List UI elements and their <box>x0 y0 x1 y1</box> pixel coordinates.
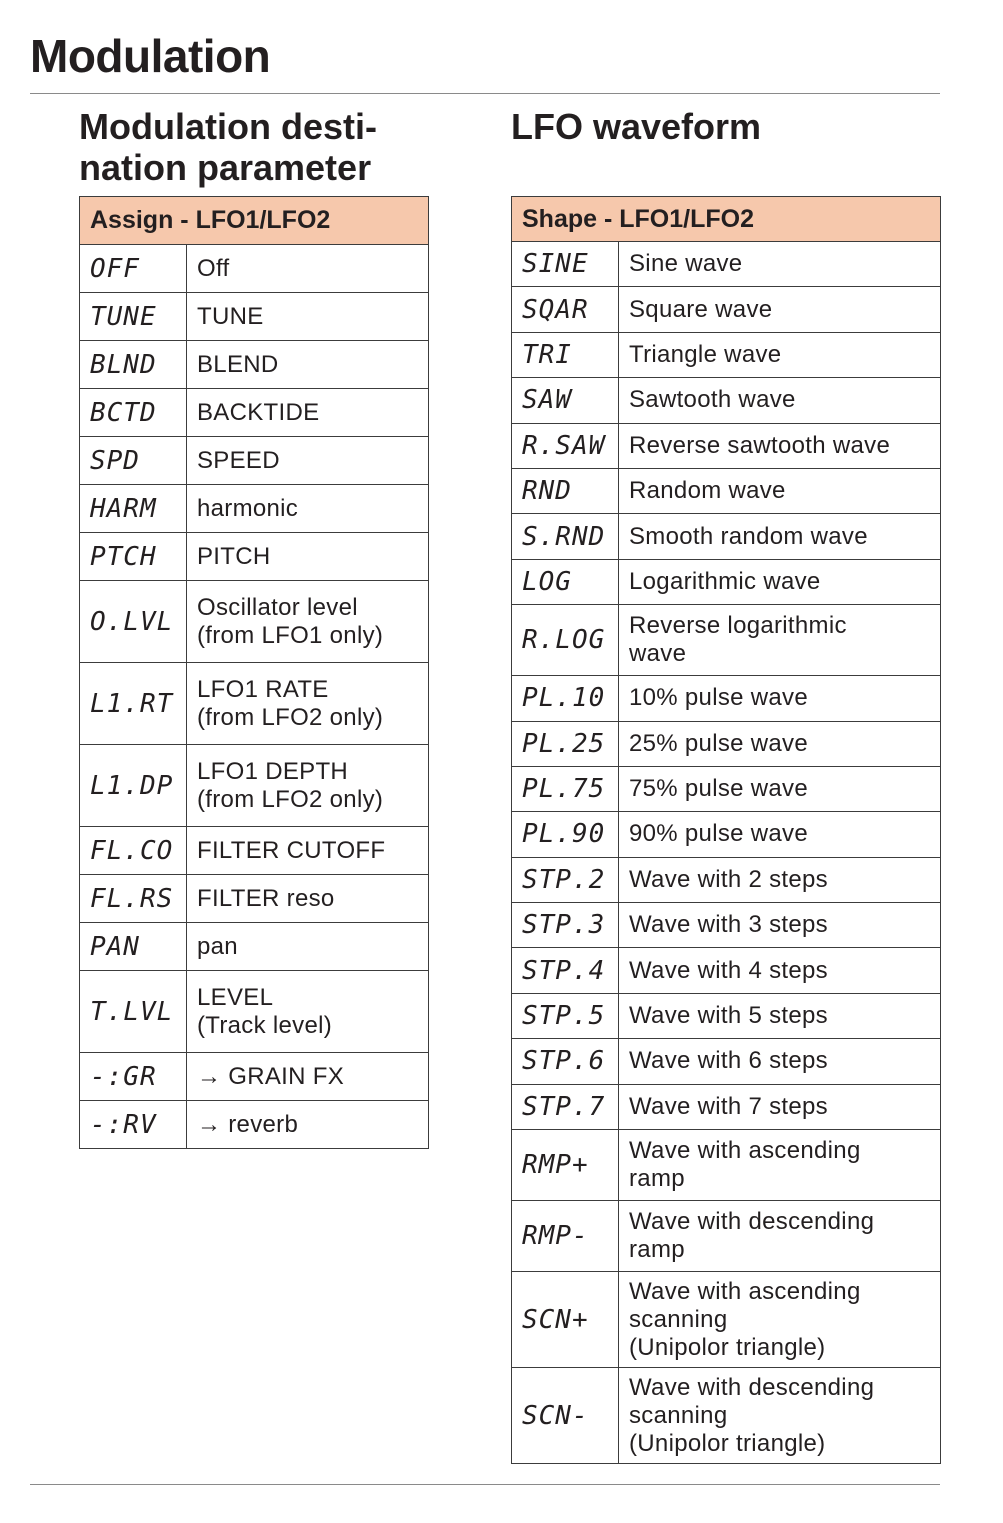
display-code: FL.CO <box>80 827 187 875</box>
parameter-description: SPEED <box>187 437 429 485</box>
table-row <box>512 993 941 1038</box>
display-code: SCN- <box>512 1368 619 1464</box>
parameter-description: Random wave <box>619 468 941 513</box>
display-code: STP.3 <box>512 903 619 948</box>
display-code: RMP- <box>512 1201 619 1272</box>
parameter-description: Wave with 3 steps <box>619 903 941 948</box>
table-row <box>512 514 941 559</box>
parameter-description: Smooth random wave <box>619 514 941 559</box>
table-row <box>512 948 941 993</box>
table-row <box>512 721 941 766</box>
parameter-description: 10% pulse wave <box>619 676 941 721</box>
table-row <box>512 1272 941 1368</box>
parameter-description: 25% pulse wave <box>619 721 941 766</box>
display-code: SQAR <box>512 287 619 332</box>
display-code: SINE <box>512 242 619 287</box>
display-code: TUNE <box>80 293 187 341</box>
table-row <box>80 971 429 1053</box>
parameter-description: PITCH <box>187 533 429 581</box>
parameter-description: BACKTIDE <box>187 389 429 437</box>
table-row <box>80 293 429 341</box>
display-code: R.SAW <box>512 423 619 468</box>
parameter-description: Wave with 5 steps <box>619 993 941 1038</box>
table-row <box>80 745 429 827</box>
parameter-description: Wave with 7 steps <box>619 1084 941 1129</box>
display-code: PL.90 <box>512 812 619 857</box>
parameter-description: Logarithmic wave <box>619 559 941 604</box>
table-row <box>512 1368 941 1464</box>
display-code: T.LVL <box>80 971 187 1053</box>
parameter-description: Wave with ascending ramp <box>619 1130 941 1201</box>
display-code: PL.25 <box>512 721 619 766</box>
table-row <box>512 332 941 377</box>
display-code: FL.RS <box>80 875 187 923</box>
table-row <box>512 423 941 468</box>
table-row <box>80 485 429 533</box>
parameter-description: Square wave <box>619 287 941 332</box>
display-code: S.RND <box>512 514 619 559</box>
parameter-description: Off <box>187 245 429 293</box>
table-row <box>512 287 941 332</box>
table-row <box>512 559 941 604</box>
assign-table <box>79 196 429 1149</box>
parameter-description: → reverb <box>187 1101 429 1149</box>
display-code: PTCH <box>80 533 187 581</box>
parameter-description: Reverse sawtooth wave <box>619 423 941 468</box>
table-row <box>512 468 941 513</box>
assign-section-title: Modulation desti- nation parameter <box>79 106 377 188</box>
parameter-description: LFO1 RATE (from LFO2 only) <box>187 663 429 745</box>
display-code: STP.5 <box>512 993 619 1038</box>
display-code: SAW <box>512 378 619 423</box>
bottom-divider <box>30 1484 940 1485</box>
display-code: LOG <box>512 559 619 604</box>
parameter-description: Oscillator level (from LFO1 only) <box>187 581 429 663</box>
table-row <box>512 676 941 721</box>
parameter-description: FILTER reso <box>187 875 429 923</box>
table-row <box>512 242 941 287</box>
top-divider <box>30 93 940 94</box>
display-code: RMP+ <box>512 1130 619 1201</box>
parameter-description: Wave with descending scanning (Unipolor triangle) <box>619 1368 941 1464</box>
parameter-description: TUNE <box>187 293 429 341</box>
assign-table-header: Assign - LFO1/LFO2 <box>80 197 429 245</box>
display-code: -:GR <box>80 1053 187 1101</box>
table-row <box>80 663 429 745</box>
display-code: PL.75 <box>512 766 619 811</box>
display-code: BCTD <box>80 389 187 437</box>
display-code: R.LOG <box>512 605 619 676</box>
parameter-description: → GRAIN FX <box>187 1053 429 1101</box>
table-row <box>80 923 429 971</box>
parameter-description: Wave with ascending scanning (Unipolor triangle) <box>619 1272 941 1368</box>
parameter-description: Wave with 2 steps <box>619 857 941 902</box>
table-row <box>512 1201 941 1272</box>
display-code: RND <box>512 468 619 513</box>
table-row <box>80 875 429 923</box>
display-code: O.LVL <box>80 581 187 663</box>
display-code: STP.2 <box>512 857 619 902</box>
parameter-description: 75% pulse wave <box>619 766 941 811</box>
table-row <box>80 389 429 437</box>
parameter-description: harmonic <box>187 485 429 533</box>
display-code: L1.DP <box>80 745 187 827</box>
display-code: SPD <box>80 437 187 485</box>
parameter-description: Wave with descending ramp <box>619 1201 941 1272</box>
display-code: TRI <box>512 332 619 377</box>
table-row <box>80 245 429 293</box>
parameter-description: 90% pulse wave <box>619 812 941 857</box>
table-row <box>512 1039 941 1084</box>
table-row <box>512 812 941 857</box>
display-code: OFF <box>80 245 187 293</box>
table-row <box>512 1084 941 1129</box>
parameter-description: LEVEL (Track level) <box>187 971 429 1053</box>
display-code: STP.4 <box>512 948 619 993</box>
table-row <box>80 341 429 389</box>
display-code: PAN <box>80 923 187 971</box>
parameter-description: Sawtooth wave <box>619 378 941 423</box>
display-code: -:RV <box>80 1101 187 1149</box>
shape-table-body <box>512 242 941 1464</box>
table-row <box>512 1130 941 1201</box>
parameter-description: Sine wave <box>619 242 941 287</box>
assign-table-body <box>80 245 429 1149</box>
display-code: BLND <box>80 341 187 389</box>
display-code: L1.RT <box>80 663 187 745</box>
shape-table <box>511 196 941 1464</box>
page-title: Modulation <box>30 30 271 82</box>
table-row <box>80 581 429 663</box>
parameter-description: Wave with 4 steps <box>619 948 941 993</box>
parameter-description: Reverse logarithmic wave <box>619 605 941 676</box>
table-row <box>80 1053 429 1101</box>
table-row <box>80 1101 429 1149</box>
display-code: PL.10 <box>512 676 619 721</box>
table-row <box>512 903 941 948</box>
parameter-description: Triangle wave <box>619 332 941 377</box>
table-row <box>80 437 429 485</box>
display-code: HARM <box>80 485 187 533</box>
parameter-description: pan <box>187 923 429 971</box>
shape-table-header: Shape - LFO1/LFO2 <box>512 197 941 242</box>
display-code: STP.6 <box>512 1039 619 1084</box>
shape-section-title: LFO waveform <box>511 106 762 147</box>
display-code: STP.7 <box>512 1084 619 1129</box>
table-row <box>512 605 941 676</box>
parameter-description: FILTER CUTOFF <box>187 827 429 875</box>
table-row <box>80 533 429 581</box>
display-code: SCN+ <box>512 1272 619 1368</box>
table-row <box>512 378 941 423</box>
table-row <box>512 766 941 811</box>
parameter-description: BLEND <box>187 341 429 389</box>
table-row <box>512 857 941 902</box>
parameter-description: Wave with 6 steps <box>619 1039 941 1084</box>
table-row <box>80 827 429 875</box>
parameter-description: LFO1 DEPTH (from LFO2 only) <box>187 745 429 827</box>
